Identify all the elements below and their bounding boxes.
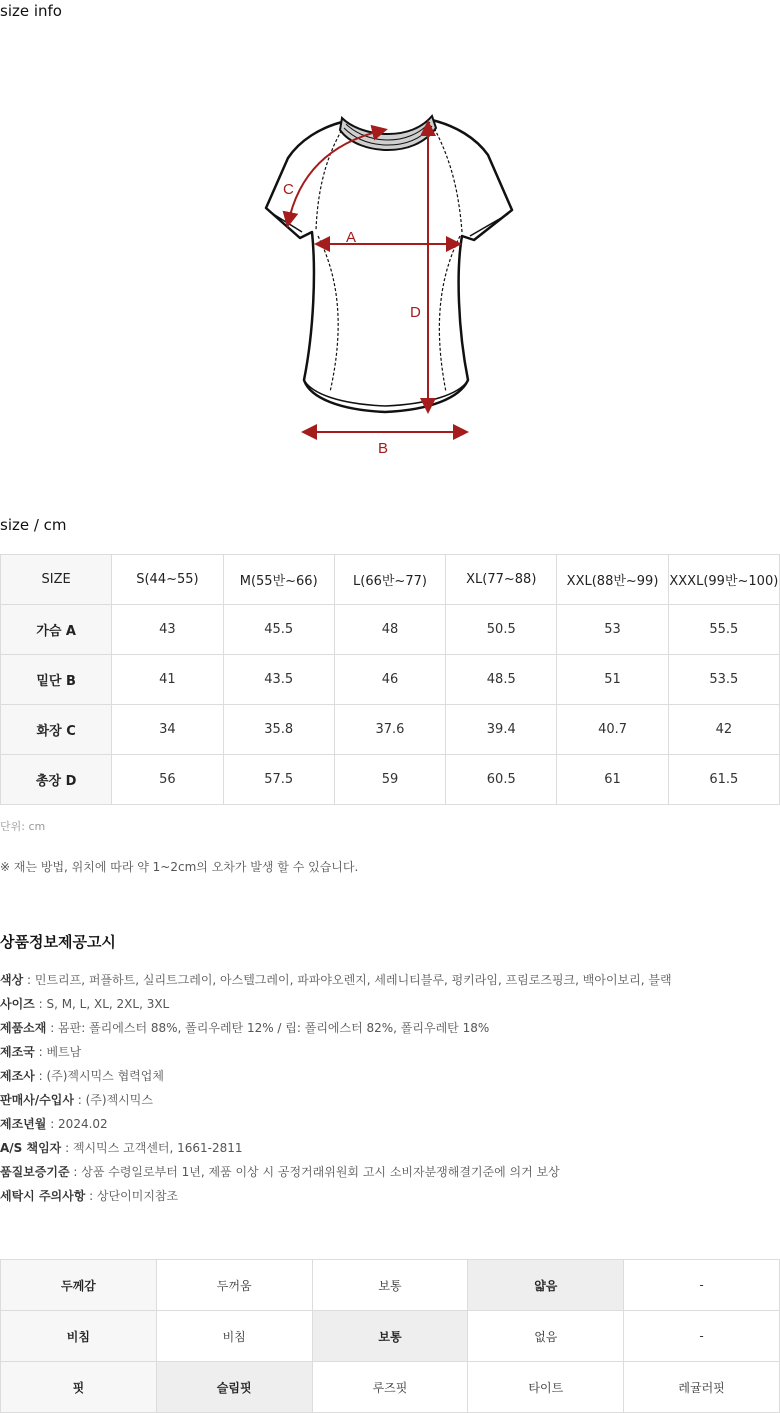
info-value: : 베트남: [34, 1045, 82, 1059]
table-cell: 59: [334, 755, 445, 805]
table-cell: 50.5: [446, 605, 557, 655]
table-row: [1, 1311, 780, 1362]
feel-row-label: 핏: [1, 1362, 157, 1413]
feel-option: 슬림핏: [156, 1362, 312, 1413]
info-value: : 민트리프, 퍼플하트, 실리트그레이, 아스텔그레이, 파파야오렌지, 세레니티블루, 펑키라임, 프림로즈핑크, 백아이보리, 블랙: [23, 973, 672, 987]
table-row: [1, 705, 780, 755]
label-c: C: [283, 181, 294, 198]
product-notice-title: 상품정보제공고시: [0, 933, 116, 951]
table-cell: 34: [112, 705, 223, 755]
info-value: : 2024.02: [46, 1117, 108, 1131]
row-label: 밑단 B: [1, 655, 112, 705]
info-label: A/S 책임자: [0, 1141, 62, 1155]
feel-option: -: [624, 1311, 780, 1362]
feel-option: 레귤러핏: [624, 1362, 780, 1413]
size-table-header: [1, 555, 780, 605]
feel-option: 없음: [468, 1311, 624, 1362]
label-d: D: [410, 304, 421, 321]
table-row: [1, 605, 780, 655]
table-cell: 51: [557, 655, 668, 705]
t-shirt-icon: [266, 120, 512, 412]
label-b: B: [378, 440, 389, 457]
info-value: : 상단이미지참조: [85, 1189, 179, 1203]
row-label: 가슴 A: [1, 605, 112, 655]
table-cell: 61: [557, 755, 668, 805]
info-line-date: [0, 1112, 780, 1136]
table-cell: 53.5: [668, 655, 779, 705]
table-cell: 55.5: [668, 605, 779, 655]
size-table: [0, 554, 780, 805]
size-header-cell: XXL(88반~99): [557, 555, 668, 605]
info-line-warranty: [0, 1160, 780, 1184]
size-header-cell: L(66반~77): [334, 555, 445, 605]
row-label: 화장 C: [1, 705, 112, 755]
size-info-title: size info: [0, 2, 62, 20]
table-cell: 48.5: [446, 655, 557, 705]
info-value: : S, M, L, XL, 2XL, 3XL: [34, 997, 170, 1011]
table-cell: 61.5: [668, 755, 779, 805]
info-value: : (주)젝시믹스 협력업체: [34, 1069, 164, 1083]
measure-note: ※ 재는 방법, 위치에 따라 약 1~2cm의 오차가 발생 할 수 있습니다.: [0, 860, 359, 874]
table-cell: 43: [112, 605, 223, 655]
garment-diagram: [0, 0, 780, 500]
table-cell: 45.5: [223, 605, 334, 655]
info-label: 사이즈: [0, 997, 35, 1011]
table-cell: 35.8: [223, 705, 334, 755]
feel-option: 두꺼움: [156, 1260, 312, 1311]
table-cell: 42: [668, 705, 779, 755]
table-cell: 40.7: [557, 705, 668, 755]
table-cell: 60.5: [446, 755, 557, 805]
info-value: : 젝시믹스 고객센터, 1661-2811: [61, 1141, 243, 1155]
table-cell: 37.6: [334, 705, 445, 755]
table-cell: 57.5: [223, 755, 334, 805]
feel-option: 보통: [312, 1311, 468, 1362]
info-label: 품질보증기준: [0, 1165, 70, 1179]
size-table-title: size / cm: [0, 516, 67, 534]
table-row: [1, 1260, 780, 1311]
size-header-cell: SIZE: [1, 555, 112, 605]
info-label: 제조국: [0, 1045, 35, 1059]
info-label: 세탁시 주의사항: [0, 1189, 86, 1203]
product-info-list: [0, 968, 780, 1208]
table-cell: 46: [334, 655, 445, 705]
info-value: : 상품 수령일로부터 1년, 제품 이상 시 공정거래위원회 고시 소비자분쟁해결기준에 의거 보상: [69, 1165, 560, 1179]
info-line-material: [0, 1016, 780, 1040]
info-label: 제조사: [0, 1069, 35, 1083]
table-cell: 56: [112, 755, 223, 805]
table-row: [1, 655, 780, 705]
info-line-country: [0, 1040, 780, 1064]
feel-option: 보통: [312, 1260, 468, 1311]
info-line-size: [0, 992, 780, 1016]
size-header-cell: M(55반~66): [223, 555, 334, 605]
size-header-cell: S(44~55): [112, 555, 223, 605]
feel-option: -: [624, 1260, 780, 1311]
info-line-manufacturer: [0, 1064, 780, 1088]
label-a: A: [346, 229, 357, 246]
feel-option: 타이트: [468, 1362, 624, 1413]
size-header-cell: XL(77~88): [446, 555, 557, 605]
table-cell: 41: [112, 655, 223, 705]
info-label: 판매사/수입사: [0, 1093, 74, 1107]
table-cell: 43.5: [223, 655, 334, 705]
table-row: [1, 755, 780, 805]
feel-option: 루즈핏: [312, 1362, 468, 1413]
feel-option: 비침: [156, 1311, 312, 1362]
info-value: : 몸판: 폴리에스터 88%, 폴리우레탄 12% / 립: 폴리에스터 82%, 폴리우레탄 18%: [46, 1021, 490, 1035]
table-cell: 48: [334, 605, 445, 655]
info-line-seller: [0, 1088, 780, 1112]
feel-table: [0, 1259, 780, 1413]
info-label: 색상: [0, 973, 24, 987]
info-label: 제조년월: [0, 1117, 47, 1131]
table-cell: 53: [557, 605, 668, 655]
info-line-color: [0, 968, 780, 992]
size-header-cell: XXXL(99반~100): [668, 555, 779, 605]
table-cell: 39.4: [446, 705, 557, 755]
info-line-washing: [0, 1184, 780, 1208]
feel-option: 얇음: [468, 1260, 624, 1311]
info-value: : (주)젝시믹스: [73, 1093, 153, 1107]
feel-row-label: 두께감: [1, 1260, 157, 1311]
info-line-as: [0, 1136, 780, 1160]
table-row: [1, 1362, 780, 1413]
unit-note: 단위: cm: [0, 820, 46, 833]
row-label: 총장 D: [1, 755, 112, 805]
feel-row-label: 비침: [1, 1311, 157, 1362]
info-label: 제품소재: [0, 1021, 47, 1035]
